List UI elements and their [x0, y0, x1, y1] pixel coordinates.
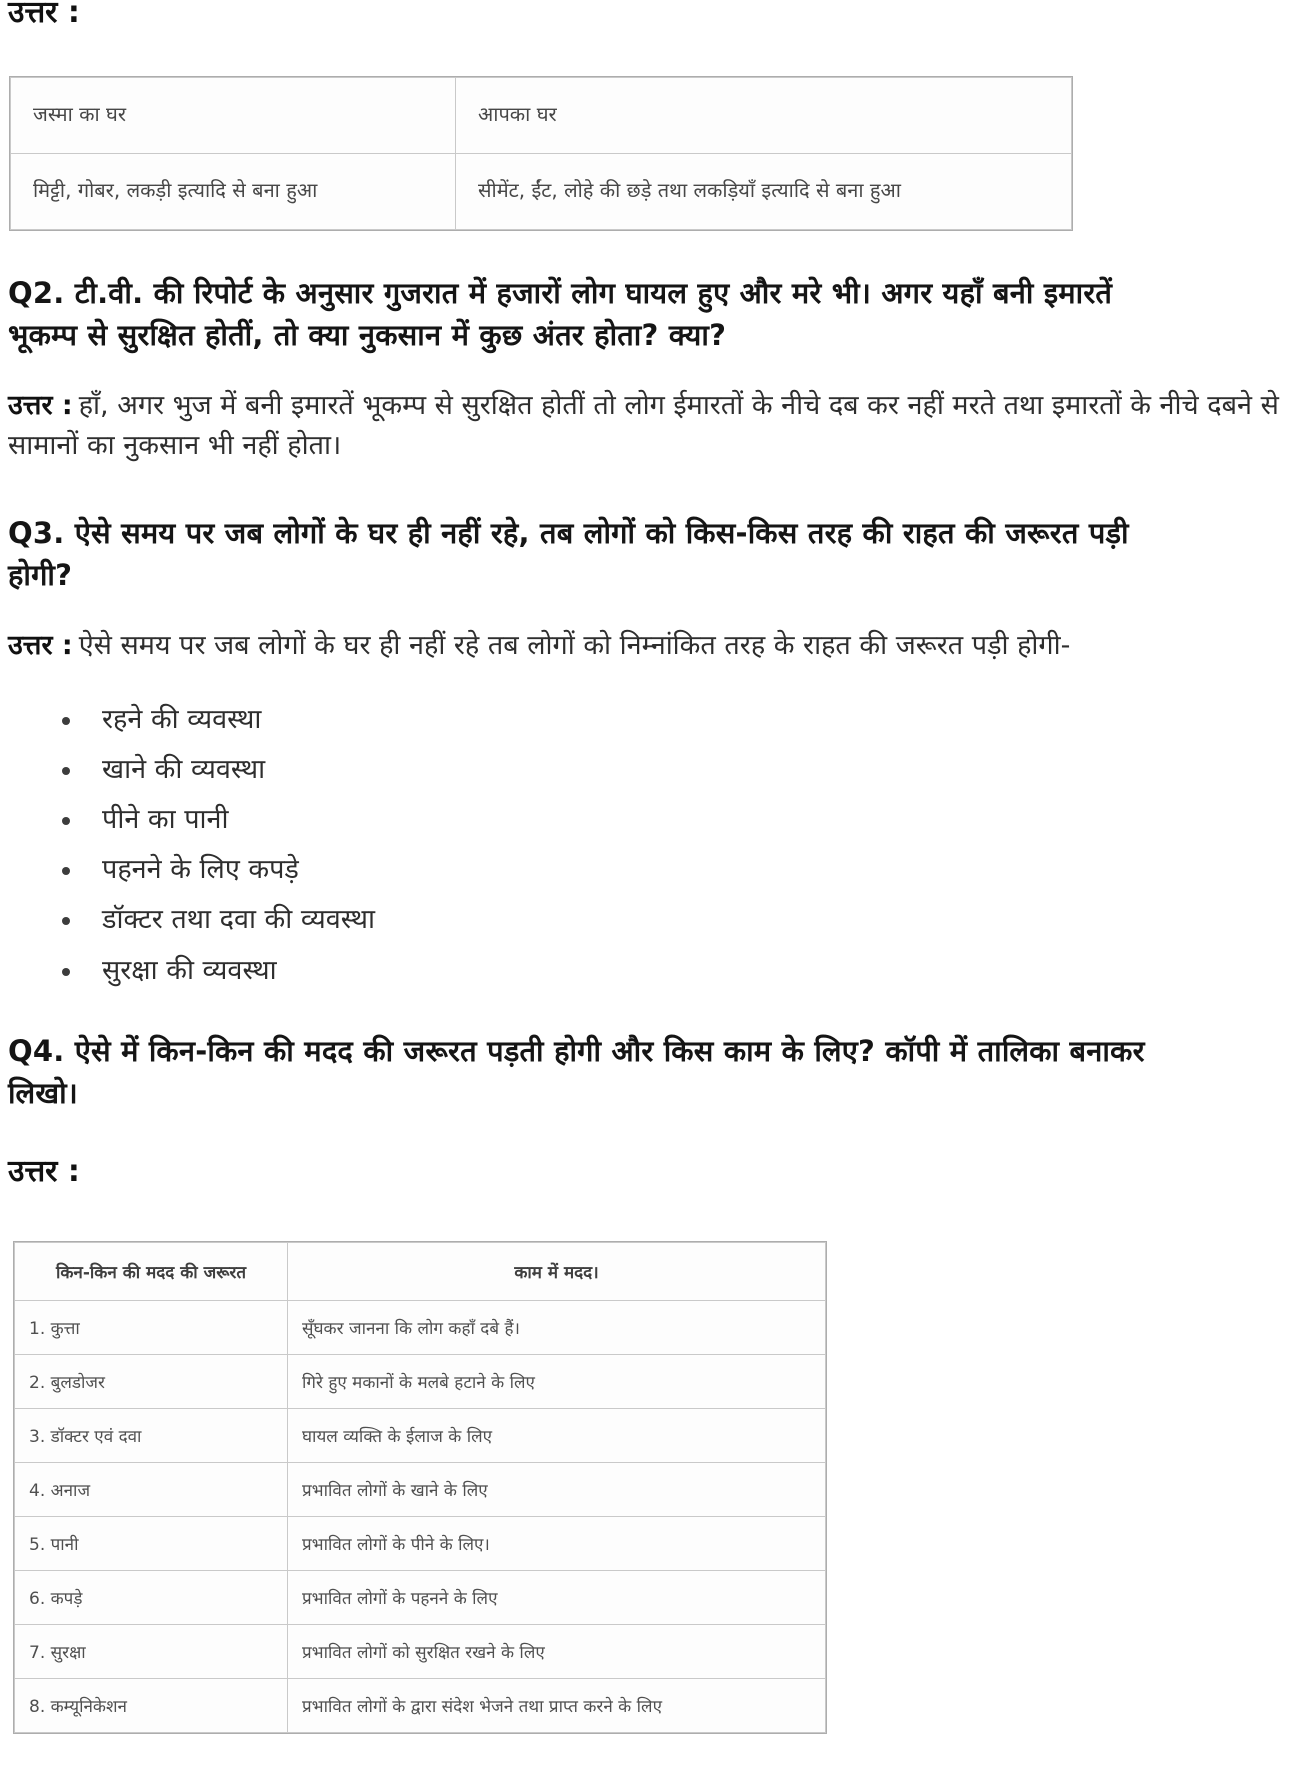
- table-row: [15, 1354, 826, 1408]
- question-q4: Q4. ऐसे में किन-किन की मदद की जरूरत पड़ती होगी और किस काम के लिए? कॉपी में तालिका बनाकर लिखो।: [8, 1033, 1145, 1110]
- table-cell: 8. कम्यूनिकेशन: [15, 1678, 288, 1732]
- table-cell: सीमेंट, ईंट, लोहे की छड़े तथा लकड़ियाँ इत्यादि से बना हुआ: [456, 154, 1072, 230]
- table-row: [15, 1570, 826, 1624]
- table-row: [15, 1462, 826, 1516]
- table-cell: प्रभावित लोगों को सुरक्षित रखने के लिए: [288, 1624, 826, 1678]
- table-cell: प्रभावित लोगों के खाने के लिए: [288, 1462, 826, 1516]
- table-row: [11, 154, 1072, 230]
- table-cell: सूँघकर जानना कि लोग कहाँ दबे हैं।: [288, 1300, 826, 1354]
- answer-q3: [8, 626, 1286, 666]
- answer3-label: उत्तर :: [8, 630, 73, 662]
- table-cell: 2. बुलडोजर: [15, 1354, 288, 1408]
- table-row: [15, 1300, 826, 1354]
- answer3-text: ऐसे समय पर जब लोगों के घर ही नहीं रहे तब लोगों को निम्नांकित तरह के राहत की जरूरत पड़ी होगी-: [78, 630, 1071, 662]
- table-cell: गिरे हुए मकानों के मलबे हटाने के लिए: [288, 1354, 826, 1408]
- table-cell: 3. डॉक्टर एवं दवा: [15, 1408, 288, 1462]
- list-item: डॉक्टर तथा दवा की व्यवस्था: [60, 902, 1286, 937]
- table-cell: प्रभावित लोगों के द्वारा संदेश भेजने तथा प्राप्त करने के लिए: [288, 1678, 826, 1732]
- table-cell: 4. अनाज: [15, 1462, 288, 1516]
- list-item: खाने की व्यवस्था: [60, 752, 1286, 787]
- answer4-label: उत्तर :: [8, 1153, 80, 1189]
- help-needs-table: [14, 1242, 826, 1733]
- question-q2: Q2. टी.वी. की रिपोर्ट के अनुसार गुजरात में हजारों लोग घायल हुए और मरे भी। अगर यहाँ बनी इमारतें भूकम्प से सुरक्षित होतीं, तो क्या नुकसान में कुछ अंतर होता? क्या?: [8, 276, 1113, 353]
- list-item: पीने का पानी: [60, 802, 1286, 837]
- list-item: सुरक्षा की व्यवस्था: [60, 953, 1286, 988]
- table-cell: प्रभावित लोगों के पहनने के लिए: [288, 1570, 826, 1624]
- table-cell: मिट्टी, गोबर, लकड़ी इत्यादि से बना हुआ: [11, 154, 456, 230]
- answer1-label: उत्तर :: [8, 0, 80, 30]
- table-cell: 6. कपड़े: [15, 1570, 288, 1624]
- table-header-cell: काम में मदद।: [288, 1242, 826, 1300]
- answer2-text: हाँ, अगर भुज में बनी इमारतें भूकम्प से सुरक्षित होतीं तो लोग ईमारतों के नीचे दब कर नहीं मरते तथा इमारतों के नीचे दबने से सामानों का नुकसान भी नहीं होता।: [8, 390, 1279, 462]
- houses-comparison-table: [10, 77, 1072, 230]
- table-cell: 1. कुत्ता: [15, 1300, 288, 1354]
- table-row: [15, 1678, 826, 1732]
- table-cell: घायल व्यक्ति के ईलाज के लिए: [288, 1408, 826, 1462]
- table-row: [15, 1408, 826, 1462]
- table-header-row: [11, 78, 1072, 154]
- relief-items-list: [8, 702, 1286, 988]
- list-item: रहने की व्यवस्था: [60, 702, 1286, 737]
- table-cell: प्रभावित लोगों के पीने के लिए।: [288, 1516, 826, 1570]
- answer-q2: [8, 386, 1286, 466]
- table-row: [15, 1624, 826, 1678]
- question-q3: Q3. ऐसे समय पर जब लोगों के घर ही नहीं रहे, तब लोगों को किस-किस तरह की राहत की जरूरत पड़ी होगी?: [8, 516, 1129, 593]
- table-cell: 7. सुरक्षा: [15, 1624, 288, 1678]
- table-row: [15, 1516, 826, 1570]
- table-header-row: [15, 1242, 826, 1300]
- list-item: पहनने के लिए कपड़े: [60, 852, 1286, 887]
- table-header-cell: किन-किन की मदद की जरूरत: [15, 1242, 288, 1300]
- table-header-cell: आपका घर: [456, 78, 1072, 154]
- answer2-label: उत्तर :: [8, 390, 73, 422]
- table-cell: 5. पानी: [15, 1516, 288, 1570]
- table-header-cell: जस्मा का घर: [11, 78, 456, 154]
